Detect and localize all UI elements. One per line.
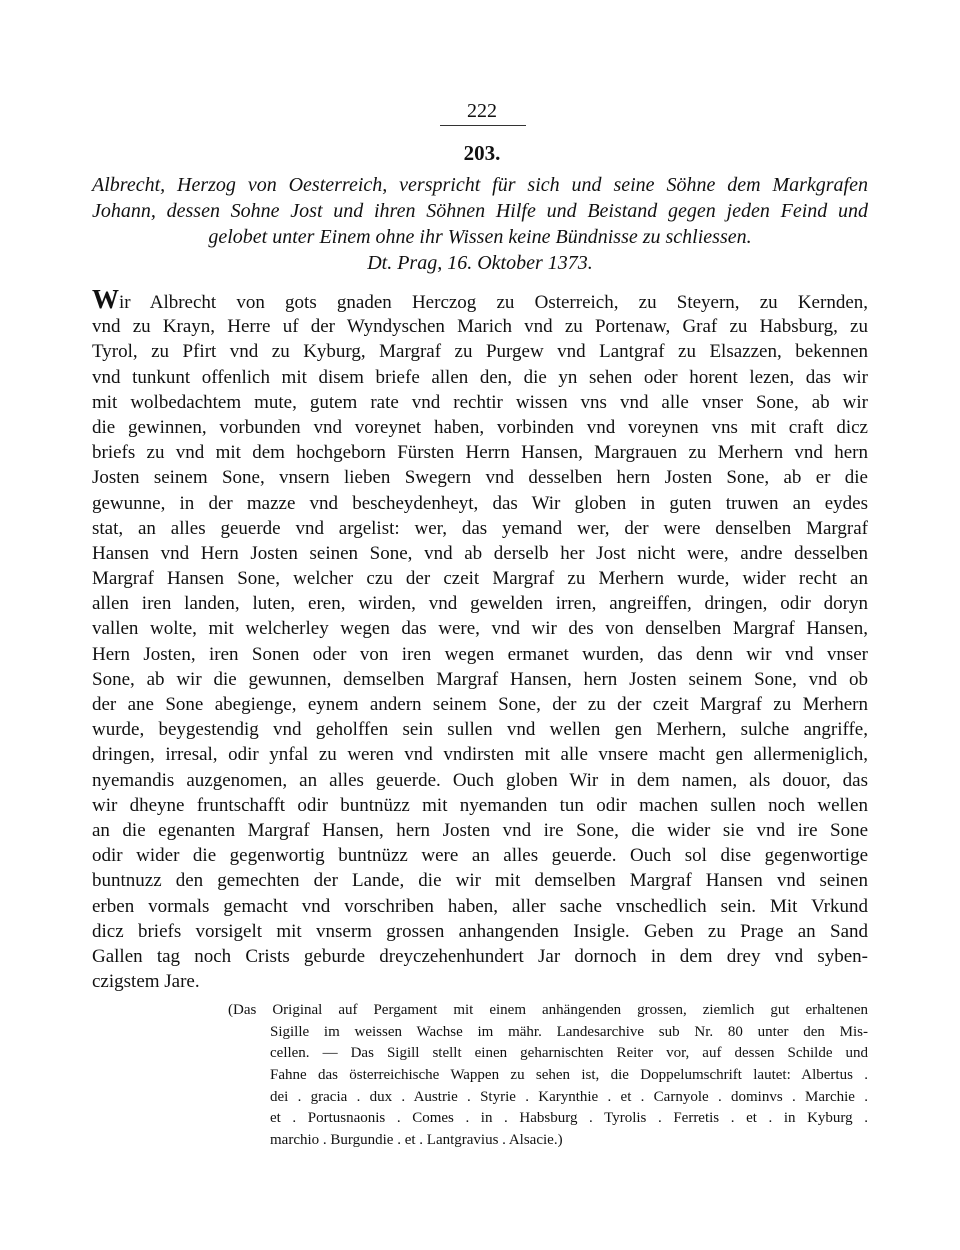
page-number-rule <box>440 125 526 126</box>
body-line: erben vormals gemacht vnd vorschriben haben, aller sache vnschedlich sein. Mit Vrkund <box>92 895 868 917</box>
note-line: dei . gracia . dux . Austrie . Styrie . Karynthie . et . Carnyole . dominvs . Marchie . <box>270 1088 868 1105</box>
note-line-last: marchio . Burgundie . et . Lantgravius . Alsacie.) <box>270 1132 563 1149</box>
body-line: allen iren landen, luten, eren, wirden, vnd gewelden irren, angreiffen, dringen, odir doryn <box>92 593 868 615</box>
body-line: nyemandis auzgenomen, an alles geuerde. Ouch globen Wir in dem namen, als douor, das <box>92 769 868 791</box>
body-line: Tyrol, zu Pfirt vnd zu Kyburg, Margraf zu Purgew vnd Lantgraf zu Elsazzen, bekennen <box>92 341 868 363</box>
body-line: Margraf Hansen Sone, welcher czu der czeit Margraf zu Merhern wurde, wider recht an <box>92 568 868 590</box>
body-line: mit wolbedachtem mute, gutem rate vnd rechtir wissen vns vnd alle vnser Sone, ab wir <box>92 391 868 413</box>
body-line: briefs zu vnd mit dem hochgeborn Fürsten Herrn Hansen, Margrauen zu Merhern vnd hern <box>92 442 868 464</box>
body-line-last: czigstem Jare. <box>92 971 200 993</box>
body-line: buntnuzz den gemechten der Lande, die wir mit demselben Margraf Hansen vnd seinen <box>92 870 868 892</box>
body-line: der ane Sone abegienge, eynem andern seinem Sone, der zu der czeit Margraf zu Merhern <box>92 694 868 715</box>
document-number: 203. <box>463 141 501 165</box>
note-line: et . Portusnaonis . Comes . in . Habsburg . Tyrolis . Ferretis . et . in Kyburg . <box>270 1110 868 1127</box>
note-line: Fahne das österreichische Wappen zu sehen ist, die Doppelumschrift lautet: Albertus . <box>270 1067 868 1084</box>
body-line: odir wider die gegenwortig buntnüzz were an alles geuerde. Ouch sol dise gegenwortige <box>92 845 868 867</box>
body-line: Hern Josten, iren Sonen oder von iren wegen ermanet wurden, das denn wir vnd vnser <box>92 643 868 665</box>
archival-note <box>228 1000 868 1152</box>
first-line-text: ir Albrecht von gots gnaden Herczog zu Osterreich, zu Steyern, zu Kernden, <box>119 292 868 313</box>
body-line: dicz briefs vorsigelt mit vnserm grossen anhangenden Insigle. Geben zu Prage an Sand <box>92 920 868 942</box>
body-line-first <box>92 284 868 314</box>
headnote <box>92 172 868 250</box>
body-line: Sone, ab wir die gewunnen, demselben Margraf Hansen, hern Josten seinem Sone, vnd ob <box>92 668 868 690</box>
note-line: cellen. — Das Sigill stellt einen geharnischten Reiter vor, auf dessen Schilde und <box>270 1045 868 1062</box>
body-line: Josten seinem Sone, vnsern lieben Swegern vnd desselben hern Josten Sone, ab er die <box>92 467 868 489</box>
headnote-line: Albrecht, Herzog von Oesterreich, verspricht für sich und seine Söhne dem Markgrafen <box>92 174 868 196</box>
body-line: gewunne, in der mazze vnd bescheydenheyt, das Wir globen in guten truwen an eydes <box>92 492 868 514</box>
body-line: stat, an alles geuerde vnd argelist: wer, das yemand wer, der were denselben Margraf <box>92 517 868 539</box>
body-line: Gallen tag noch Crists geburde dreyczehenhundert Jar dornoch in dem drey vnd syben- <box>92 945 868 967</box>
headnote-line: gelobet unter Einem ohne ihr Wissen keine Bündnisse zu schliessen. <box>208 226 752 248</box>
initial-letter: W <box>92 284 119 314</box>
body-line: Hansen vnd Hern Josten seinen Sone, vnd ab derselb her Jost nicht were, andre desselben <box>92 542 868 564</box>
page-number: 222 <box>467 100 497 122</box>
body-line: vnd tunkunt offenlich mit disem briefe allen den, die yn sehen oder horent lezen, das wir <box>92 366 868 388</box>
body-line: dringen, irresal, odir ynfal zu weren vnd vndirsten mit alle vnsere macht gen allermeniglich, <box>92 744 868 766</box>
note-line: (Das Original auf Pergament mit einem anhängenden grossen, ziemlich gut erhaltenen <box>228 1002 868 1018</box>
body-line: wurde, beygestendig vnd geholffen sein sullen vnd wellen gen Merhern, sulche angriffe, <box>92 719 868 741</box>
body-line: an die egenanten Margraf Hansen, hern Josten vnd ire Sone, die wider sie vnd ire Sone <box>92 819 868 841</box>
dateline: Dt. Prag, 16. Oktober 1373. <box>367 252 593 274</box>
note-line: Sigille im weissen Wachse im mähr. Landesarchive sub Nr. 80 unter den Mis- <box>270 1023 868 1040</box>
headnote-line: Johann, dessen Sohne Jost und ihren Söhnen Hilfe und Beistand gegen jeden Feind und <box>92 200 868 222</box>
charter-text <box>92 284 868 994</box>
body-line: die gewinnen, vorbunden vnd voreynet haben, vorbinden vnd voreynen vns mit craft dicz <box>92 416 868 438</box>
body-line: vallen wolte, mit welcherley wegen das were, vnd wir des von denselben Margraf Hansen, <box>92 618 868 640</box>
body-line: wir dheyne fruntschafft odir buntnüzz mit nyemanden tun odir machen sullen noch wellen <box>92 794 868 816</box>
body-line: vnd zu Krayn, Herre uf der Wyndyschen Marich vnd zu Portenaw, Graf zu Habsburg, zu <box>92 316 868 338</box>
